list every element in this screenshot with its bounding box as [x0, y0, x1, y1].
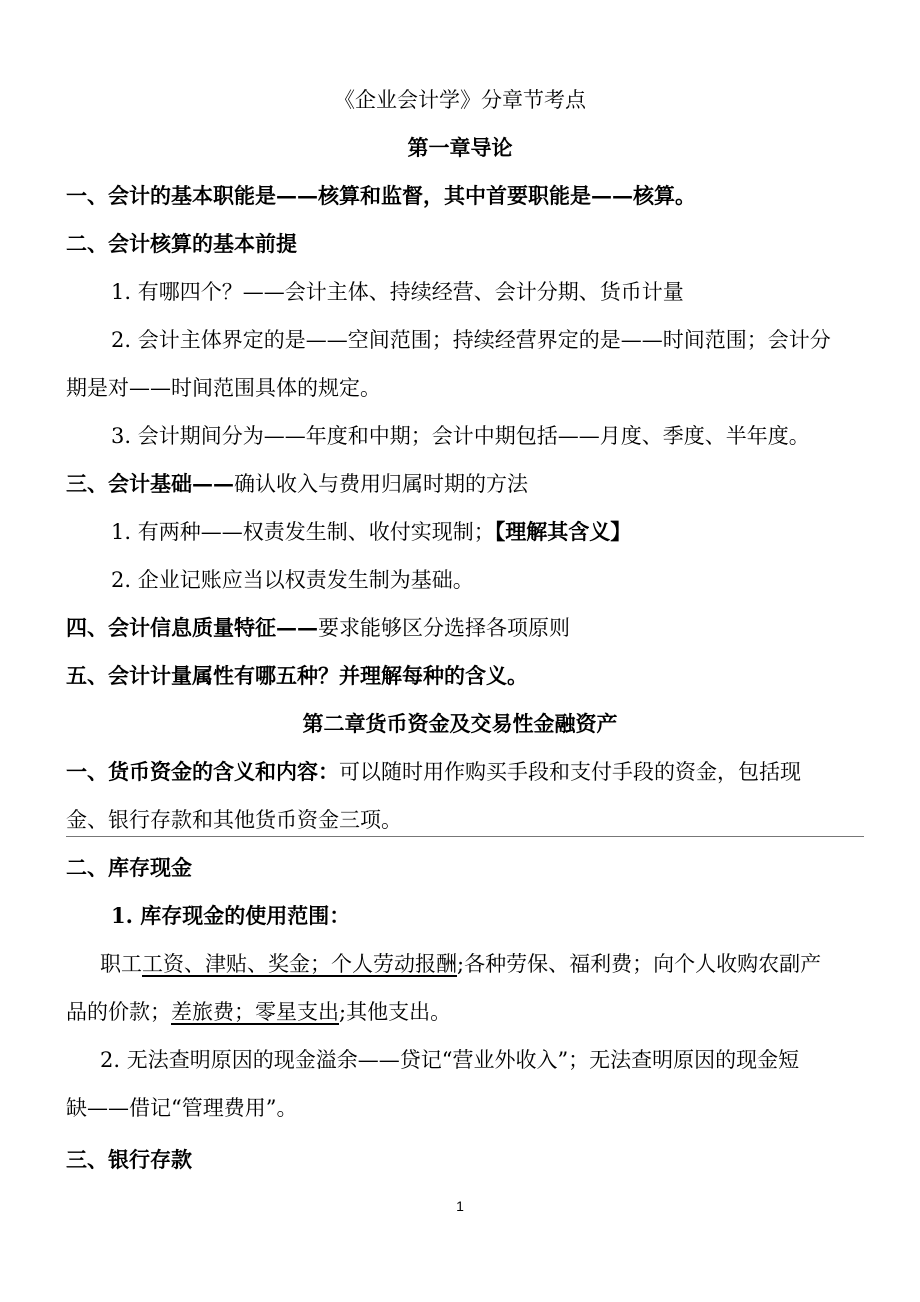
ch1-s2-item-2-line-1: 2. 会计主体界定的是——空间范围；持续经营界定的是——时间范围；会计分 [111, 328, 831, 352]
ch2-s1-text: 可以随时用作购买手段和支付手段的资金，包括现 [339, 760, 801, 784]
ch1-s3-item-1-note: 【理解其含义】 [494, 519, 632, 544]
p2-text-b: ;其他支出。 [339, 1000, 452, 1024]
chapter-2-title: 第二章货币资金及交易性金融资产 [302, 711, 618, 736]
ch2-section-3-heading: 三、银行存款 [66, 1147, 192, 1172]
p2-text-a: 品的价款； [66, 1000, 171, 1024]
ch1-s4-text: 要求能够区分选择各项原则 [318, 616, 570, 640]
p1-text-b: ;各种劳保、福利费；向个人收购农副产 [457, 952, 822, 976]
document-title: 《企业会计学》分章节考点 [334, 88, 586, 112]
p1-underlined: 工资、津贴、奖金；个人劳动报酬 [142, 952, 457, 976]
ch1-section-5: 五、会计计量属性有哪五种？并理解每种的含义。 [66, 663, 528, 688]
ch1-s4-label: 四、会计信息质量特征—— [66, 615, 318, 640]
ch2-s2-item-2-line-2: 缺——借记“管理费用”。 [66, 1096, 298, 1120]
ch1-s2-item-1: 1. 有哪四个？——会计主体、持续经营、会计分期、货币计量 [111, 280, 684, 304]
ch1-s2-item-3: 3. 会计期间分为——年度和中期；会计中期包括——月度、季度、半年度。 [111, 424, 810, 448]
ch1-s3-item-2: 2. 企业记账应当以权责发生制为基础。 [111, 568, 474, 592]
page-number: 1 [456, 1198, 464, 1214]
divider-rule [66, 836, 864, 837]
ch1-s2-item-2-line-2: 期是对——时间范围具体的规定。 [66, 376, 381, 400]
ch1-s3-item-1 [111, 518, 631, 546]
ch2-s2-paragraph-line-2 [66, 998, 451, 1026]
p2-underlined: 差旅费；零星支出 [171, 1000, 339, 1024]
ch1-s3-item-1-text: 1. 有两种——权责发生制、收付实现制； [111, 520, 495, 544]
chapter-1-title: 第一章导论 [407, 135, 513, 160]
ch2-s2-paragraph-line-1 [100, 950, 821, 978]
ch1-section-1: 一、会计的基本职能是——核算和监督，其中首要职能是——核算。 [66, 183, 696, 208]
ch1-s3-text: 确认收入与费用归属时期的方法 [234, 472, 528, 496]
ch2-s1-label: 一、货币资金的含义和内容： [66, 759, 339, 784]
ch2-s2-item-2-line-1: 2. 无法查明原因的现金溢余——贷记“营业外收入”；无法查明原因的现金短 [100, 1048, 800, 1072]
ch1-section-4 [66, 614, 570, 642]
ch1-section-3 [66, 470, 528, 498]
ch1-section-2-heading: 二、会计核算的基本前提 [66, 231, 297, 256]
p1-text-a: 职工 [100, 952, 142, 976]
ch2-section-1 [66, 758, 801, 786]
ch2-section-1-cont: 金、银行存款和其他货币资金三项。 [66, 808, 402, 832]
ch1-s3-label: 三、会计基础—— [66, 471, 234, 496]
ch2-s2-item-1-text: 1. 库存现金的使用范围： [111, 903, 351, 928]
ch2-section-2-heading: 二、库存现金 [66, 855, 192, 880]
ch2-s2-item-1 [111, 902, 350, 930]
